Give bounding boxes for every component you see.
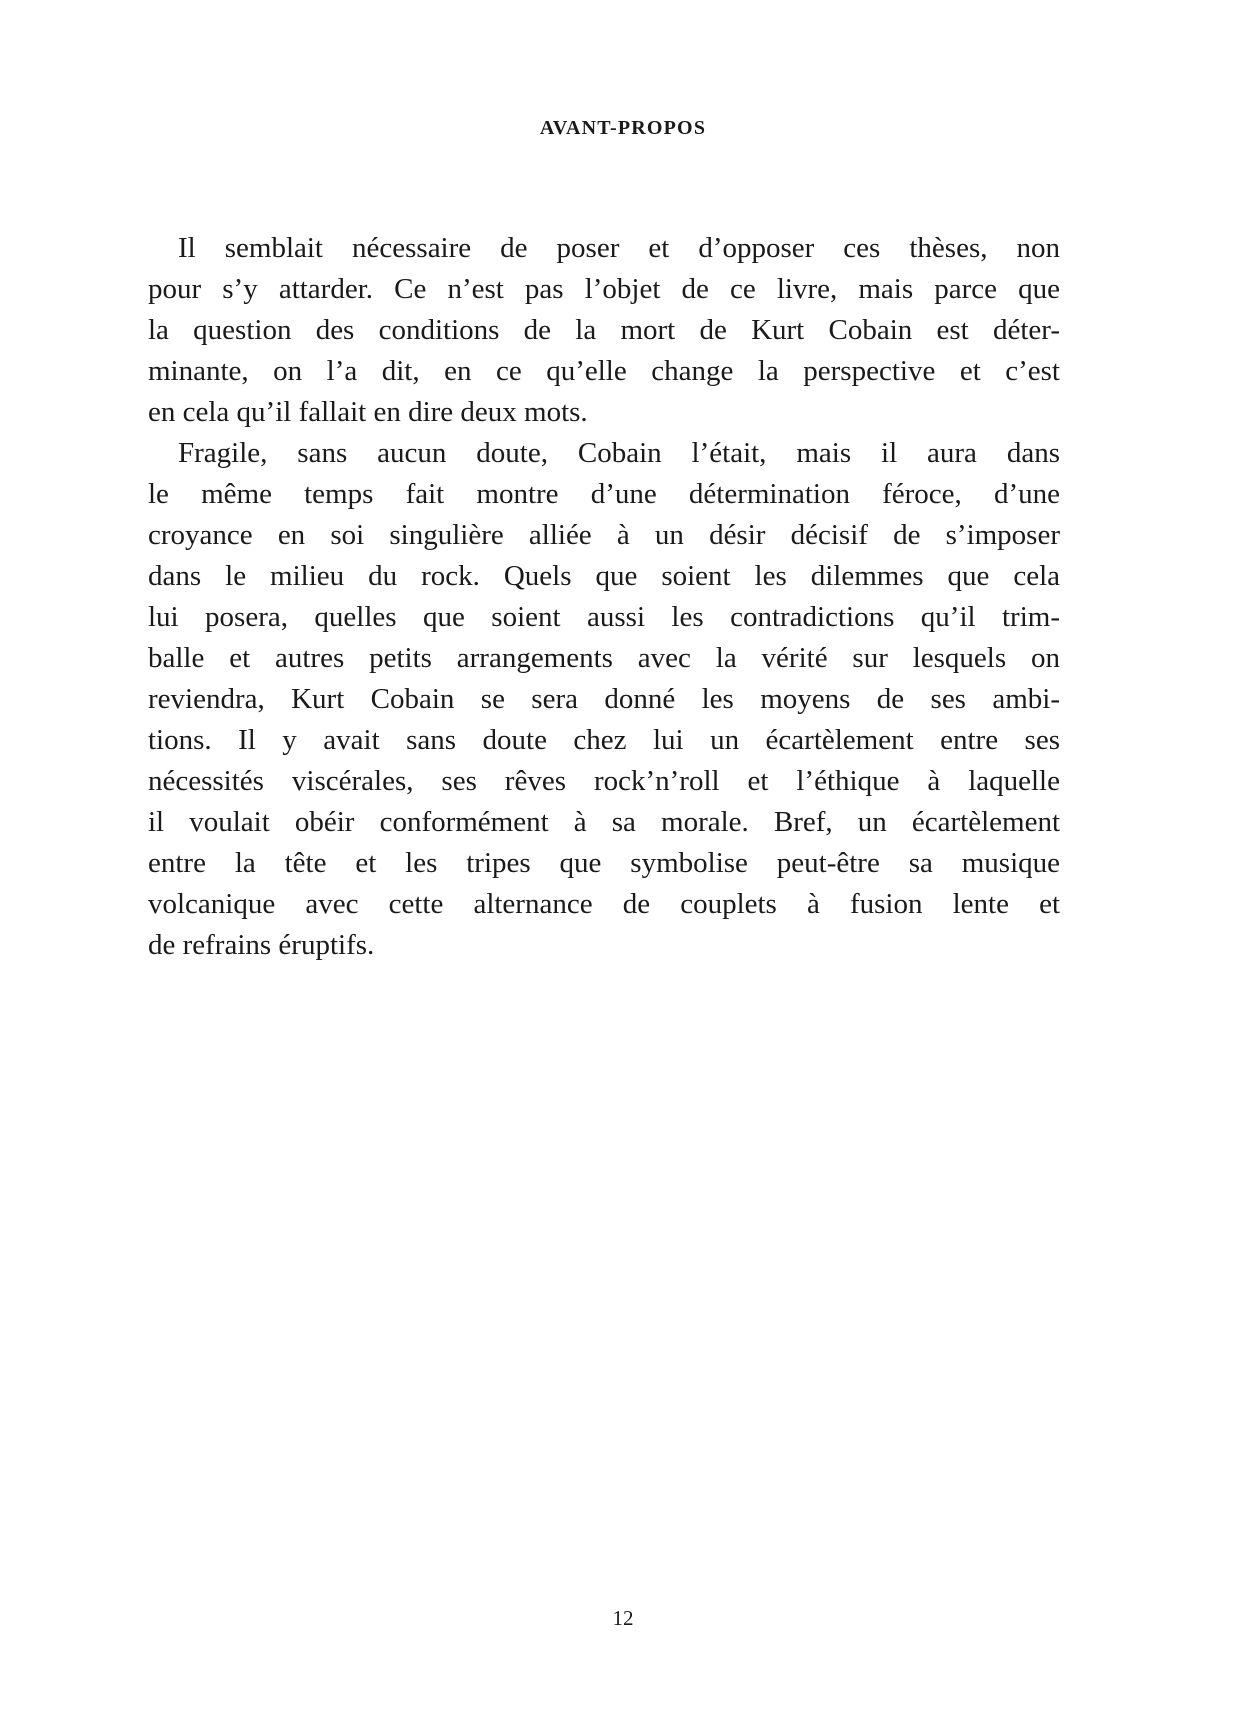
text-line: Fragile, sans aucun doute, Cobain l’était, mais il aura dans	[178, 437, 1060, 469]
text-line: lui posera, quelles que soient aussi les contradictions qu’il trim-	[148, 601, 1060, 633]
text-line: volcanique avec cette alternance de couplets à fusion lente et	[148, 888, 1060, 920]
text-line: en cela qu’il fallait en dire deux mots.	[148, 396, 588, 428]
text-line: balle et autres petits arrangements avec la vérité sur lesquels on	[148, 642, 1060, 674]
body-text	[148, 228, 1060, 966]
text-line: le même temps fait montre d’une détermination féroce, d’une	[148, 478, 1060, 510]
text-line: croyance en soi singulière alliée à un désir décisif de s’imposer	[148, 519, 1060, 551]
text-line: reviendra, Kurt Cobain se sera donné les moyens de ses ambi-	[148, 683, 1060, 715]
text-line: la question des conditions de la mort de Kurt Cobain est déter-	[148, 314, 1060, 346]
page-number: 12	[612, 1606, 634, 1630]
text-line: il voulait obéir conformément à sa morale. Bref, un écartèlement	[148, 806, 1060, 838]
paragraph-1	[148, 228, 1060, 433]
text-line: tions. Il y avait sans doute chez lui un écartèlement entre ses	[148, 724, 1060, 756]
text-line: de refrains éruptifs.	[148, 929, 375, 961]
text-line: nécessités viscérales, ses rêves rock’n’roll et l’éthique à laquelle	[148, 765, 1060, 797]
text-line: Il semblait nécessaire de poser et d’opposer ces thèses, non	[178, 232, 1060, 264]
paragraph-2	[148, 433, 1060, 966]
running-head: AVANT-PROPOS	[539, 117, 707, 139]
text-line: pour s’y attarder. Ce n’est pas l’objet de ce livre, mais parce que	[148, 273, 1060, 305]
text-line: dans le milieu du rock. Quels que soient les dilemmes que cela	[148, 560, 1060, 592]
text-line: entre la tête et les tripes que symbolise peut-être sa musique	[148, 847, 1060, 879]
text-line: minante, on l’a dit, en ce qu’elle change la perspective et c’est	[148, 355, 1060, 387]
